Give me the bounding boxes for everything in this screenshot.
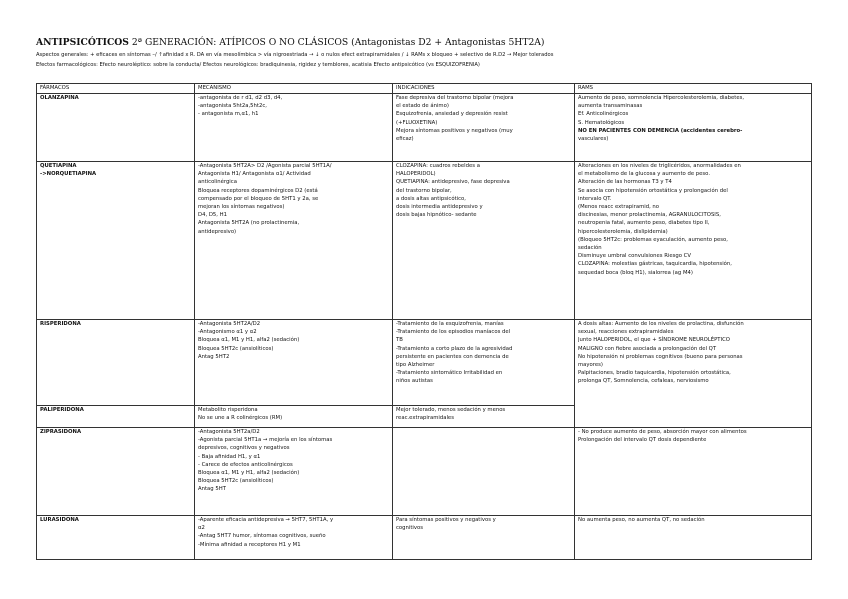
indication-line: -Tratamiento de la esquizofrenia, manías [396,321,504,327]
rams-line: vasculares) [578,136,609,143]
indication-line: dosis intermedia antidepresivo y [396,204,483,211]
rams-cell [575,320,812,428]
table-row [37,428,812,516]
rams-line: S. Hematológicos [578,119,625,126]
header-indicaciones: INDICACIONES [393,84,575,94]
drug-cell [37,516,195,560]
indications-cell [393,162,575,320]
header-farmacos: FÁRMACOS [37,84,195,94]
rams-line: prolonga QT, Somnolencia, cefaleas, nerviosismo [578,378,709,385]
mechanism-line: -antagonista de r d1, d2 d3, d4, [198,95,283,101]
indication-line: QUETIAPINA: antidepresivo, fase depresiva [396,179,510,186]
rams-line: intervalo QT. [578,195,612,202]
mechanism-cell [195,94,393,162]
rams-line: Palpitaciones, bradio taquicardia, hipotensión ortostática, [578,370,731,377]
mechanism-line: -antagonista 5ht2a,5ht2c, [198,103,267,110]
rams-line: Aumento de peso, somnolencia Hipercolesterolemia, diabetes, [578,95,745,101]
rams-line: Se asocia con hipotensión ortostática y prolongación del [578,187,728,194]
indication-line: reac.extrapiramidales [396,415,454,422]
mechanism-line: -Aparente eficacia antidepresiva → 5HT7, 5HT1A, y [198,517,334,523]
mechanism-line: Bloquea receptores dopaminérgicos D2 (está [198,187,318,194]
indications-cell [393,516,575,560]
rams-line: aumenta transaminasas [578,103,643,110]
indication-line: TB [396,337,403,344]
title-bold: ANTIPSICÓTICOS [36,37,129,48]
indication-line: el estado de ánimo) [396,103,449,110]
mechanism-line: Antagonista 5HT2A (no prolactinemia, [198,220,300,227]
indication-line: Esquizofrenia, ansiedad y depresión resist [396,111,508,118]
rams-line: Alteraciones en los niveles de triglicéridos, anormalidades en [578,163,741,169]
indication-line: tipo Alzheimer [396,362,435,369]
mechanism-cell [195,320,393,406]
mechanism-line: anticolinérgica [198,179,237,186]
drug-cell [37,94,195,162]
mechanism-line: - Baja afinidad H1, y α1 [198,453,261,460]
indication-line: Mejora síntomas positivos y negativos (muy [396,127,513,134]
mechanism-line: No se une a R colinérgicos (RM) [198,415,283,422]
drug-name: ZIPRASIDONA [40,429,82,435]
antipsychotics-table [36,83,812,560]
table-row [37,320,812,406]
indications-cell [393,320,575,406]
mechanism-line: α2 [198,525,205,532]
rams-line: Disminuye umbral convulsiones Riesgo CV [578,253,691,260]
title-rest: 2ª GENERACIÓN: ATÍPICOS O NO CLÁSICOS (Antagonistas D2 + Antagonistas 5HT2A) [128,37,545,48]
mechanism-line: -Agonista parcial 5HT1a → mejoría en los síntomas [198,437,333,444]
mechanism-line: antidepresivo) [198,228,237,235]
rams-line: (Bloqueo 5HT2c: problemas eyaculación, aumento peso, [578,236,728,243]
drug-name: OLANZAPINA [40,95,79,101]
indication-line: -Tratamiento de los episodios maníacos del [396,329,511,336]
drug-metabolite: ->NORQUETIAPINA [40,171,97,178]
pharmacological-effects: Efectos farmacológicos: Efecto neuroléptico: sobre la conducta/ Efectos neurológicos: bradiquinesia, rigidez y temblores, acatisia Efecto antipsicótico (vs ESQUIZOFRENIA) [36,62,480,68]
mechanism-line: Bloquea 5HT2c (ansiolíticos) [198,345,274,352]
mechanism-line: Bloquea α1, M1 y H1, alfa2 (sedación) [198,337,300,344]
indication-line: a dosis altas antipsicótico, [396,195,466,202]
mechanism-cell [195,428,393,516]
indication-line: niños autistas [396,378,433,385]
mechanism-line: - Carece de efectos anticolinérgicos [198,461,293,468]
indications-cell [393,428,575,516]
mechanism-line: Antagonista H1/ Antagonista α1/ Actividad [198,171,311,178]
rams-cell [575,94,812,162]
mechanism-line: -Antagonista 5HT2A> D2 /Agonista parcial 5HT1A/ [198,163,332,169]
mechanism-line: -Antag 5HT7 humor, síntomas cognitivos, sueño [198,533,326,540]
rams-line: Junto HALOPERIDOL, el que + SÍNDROME NEUROLÉPTICO [578,337,730,344]
document-title [36,37,545,48]
mechanism-cell [195,406,393,428]
drug-cell [37,406,195,428]
indication-line: dosis bajas hipnótico- sedante [396,212,477,219]
rams-line: - No produce aumento de peso, absorción mayor con alimentos [578,429,747,435]
indication-line: HALOPERIDOL) [396,171,436,178]
rams-cell [575,428,812,516]
mechanism-line: Bloquea 5HT2c (ansiolíticos) [198,478,274,485]
indication-line: Para síntomas positivos y negativos y [396,517,496,523]
rams-line: No hipotensión ni problemas cognitivos (bueno para personas [578,353,743,360]
rams-line: No aumenta peso, no aumenta QT, no sedación [578,517,705,523]
rams-line: sexual, reacciones extrapiramidales [578,329,674,336]
mechanism-line: -Antagonismo α1 y α2 [198,329,257,336]
indication-line: cognitivos [396,525,424,532]
indication-line: Mejor tolerado, menos sedación y menos [396,407,506,413]
table-row [37,162,812,320]
drug-name: RISPERIDONA [40,321,81,327]
rams-line: NO EN PACIENTES CON DEMENCIA (accidentes cerebro- [578,127,743,134]
rams-line: discinesias, menor prolactinemia, AGRANULOCITOSIS, [578,212,721,219]
mechanism-line: Metabolito risperidona [198,407,258,413]
rams-line: Alteración de las hormonas T3 y T4 [578,179,672,186]
header-rams: RAMS [575,84,812,94]
table-row [37,94,812,162]
drug-cell [37,320,195,406]
mechanism-cell [195,516,393,560]
mechanism-line: Bloquea α1, M1 y H1, alfa2 (sedación) [198,470,300,477]
mechanism-line: -Antagonista 5HT2A/D2 [198,321,261,327]
indication-line: (+FLUOXETINA) [396,119,438,126]
rams-line: Ef. Anticolinérgicos [578,111,629,118]
rams-line: CLOZAPINA: molestias gástricas, taquicardia, hipotensión, [578,261,732,268]
rams-line: Prolongación del intervalo QT dosis dependiente [578,437,707,444]
indication-line: Fase depresiva del trastorno bipolar (mejora [396,95,514,101]
mechanism-line: Antag 5HT [198,486,226,493]
table-row [37,516,812,560]
rams-line: sequedad boca (bloq H1), sialorrea (ag M4) [578,269,693,276]
rams-line: mayores) [578,362,603,369]
rams-line: sedación [578,245,602,252]
rams-line: (Menos reacc extrapiramid, no [578,204,660,211]
mechanism-line: D4, D5, H1 [198,212,227,219]
header-mecanismo: MECANISMO [195,84,393,94]
indication-line: eficaz) [396,136,414,143]
indication-line: -Tratamiento sintomático Irritabilidad en [396,370,503,377]
drug-name: LURASIDONA [40,517,79,523]
mechanism-line: compensado por el bloqueo de 5HT1 y 2a, se [198,195,319,202]
rams-line: A dosis altas: Aumento de los niveles de prolactina, disfunción [578,321,744,327]
mechanism-line: -Mínima afinidad a receptores H1 y M1 [198,541,301,548]
general-aspects: Aspectos generales: + eficaces en síntomas –/ ↑afinidad x R. DA en vía mesolímbica > vía nigroestriada → ↓ o nulos efect extrapiramidales / ↓ RAMs x bloqueo + selectivo de R.D2 → Mejor tolerados [36,52,554,58]
mechanism-line: depresivos, cognitivos y negativos [198,445,290,452]
mechanism-line: Antag 5HT2 [198,353,230,360]
indication-line: del trastorno bipolar, [396,187,452,194]
rams-line: MALIGNO con fiebre asociada a prolongación del QT [578,345,717,352]
rams-line: neutropenia fatal, aumento peso, diabetes tipo II, [578,220,710,227]
mechanism-line: - antagonista m,α1, h1 [198,111,259,118]
drug-name: PALIPERIDONA [40,407,84,413]
table-header-row [37,84,812,94]
indication-line: persistente en pacientes con demencia de [396,353,509,360]
indications-cell [393,94,575,162]
drug-cell [37,162,195,320]
rams-line: hipercolesterolemia, dislipidemia) [578,228,668,235]
rams-cell [575,162,812,320]
mechanism-line: mejoran los síntomas negativos) [198,204,285,211]
indication-line: -Tratamiento a corto plazo de la agresividad [396,345,513,352]
drug-cell [37,428,195,516]
mechanism-line: -Antagonista 5HT2a/D2 [198,429,260,435]
rams-cell [575,516,812,560]
mechanism-cell [195,162,393,320]
indication-line: CLOZAPINA: cuadros rebeldes a [396,163,480,169]
indications-cell [393,406,575,428]
rams-line: el metabolismo de la glucosa y aumento de peso. [578,171,711,178]
drug-name: QUETIAPINA [40,163,77,169]
